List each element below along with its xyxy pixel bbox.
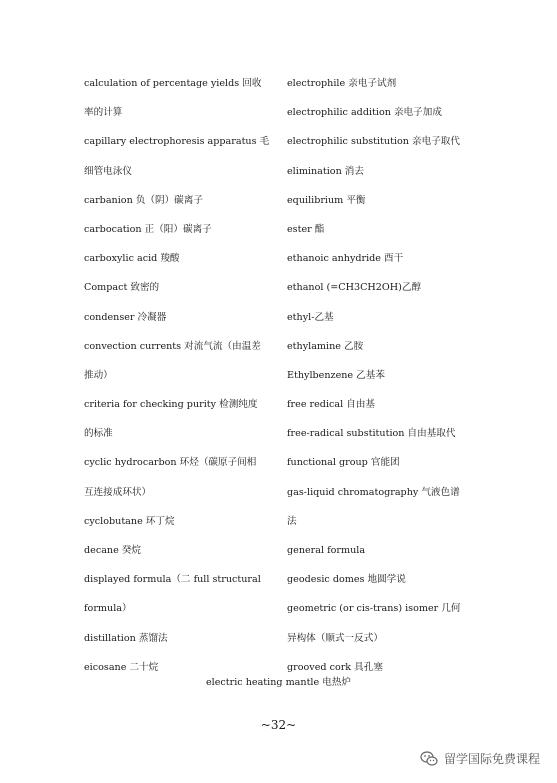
glossary-line: calculation of percentage yields 回收 (84, 78, 262, 89)
glossary-line: 率的计算 (84, 107, 123, 119)
glossary-line: ethylamine 乙胺 (287, 340, 364, 352)
glossary-line: general formula (287, 545, 366, 556)
glossary-line: geometric (or cis-trans) isomer 几何 (287, 603, 461, 615)
watermark-text: 留学国际免费课程 (444, 752, 541, 766)
glossary-line: free-radical substitution 自由基取代 (287, 428, 456, 440)
glossary-line: cyclobutane 环丁烷 (84, 515, 175, 527)
glossary-line: formula） (84, 603, 132, 615)
glossary-line: displayed formula（二 full structural (84, 574, 261, 586)
glossary-line: 异构体（顺式一反式） (287, 632, 383, 644)
glossary-line: gas-liquid chromatography 气液色谱 (287, 486, 460, 498)
glossary-line: criteria for checking purity 检测纯度 (84, 399, 258, 411)
glossary-line: electrophilic substitution 亲电子取代 (287, 136, 460, 148)
glossary-line: equilibrium 平衡 (287, 194, 366, 206)
glossary-line: free redical 自由基 (287, 399, 376, 411)
glossary-line: carbanion 负（阴）碳离子 (84, 194, 203, 206)
glossary-line: distillation 蒸馏法 (84, 632, 168, 644)
glossary-line: ester 酯 (287, 223, 325, 235)
glossary-line: ethyl-乙基 (287, 311, 334, 323)
glossary-line: ethanoic anhydride 酉干 (287, 253, 404, 265)
glossary-line: 推动） (84, 369, 113, 381)
glossary-line: 法 (287, 515, 297, 527)
glossary-line: decane 癸烷 (84, 545, 142, 556)
glossary-line: Ethylbenzene 乙基苯 (287, 369, 385, 381)
glossary-line: functional group 官能团 (287, 457, 400, 469)
glossary-line: carbocation 正（阳）碳离子 (84, 223, 212, 235)
glossary-line: cyclic hydrocarbon 环烃（碳原子间相 (84, 457, 257, 469)
glossary-extra-line: electric heating mantle 电热炉 (205, 677, 352, 688)
glossary-line: convection currents 对流气流（由温差 (84, 340, 261, 352)
glossary-line: capillary electrophoresis apparatus 毛 (84, 136, 270, 148)
glossary-line: 互连接成环状） (84, 486, 152, 498)
glossary-line: eicosane 二十烷 (84, 661, 159, 673)
glossary-line: elimination 消去 (287, 165, 364, 177)
glossary-line: condenser 冷凝器 (84, 311, 167, 323)
glossary-left-column (84, 76, 276, 689)
wechat-icon (420, 751, 438, 767)
glossary-line: 细管电泳仪 (84, 165, 132, 177)
glossary-line: electrophilic addition 亲电子加成 (287, 107, 442, 119)
glossary-right-column (287, 76, 487, 689)
glossary-line: grooved cork 具孔塞 (287, 661, 383, 673)
glossary-line: carboxylic acid 羧酸 (84, 253, 180, 265)
glossary-line: ethanol (=CH3CH2OH)乙醇 (287, 282, 422, 294)
glossary-line: Compact 致密的 (84, 282, 160, 294)
watermark (420, 750, 540, 767)
glossary-line: electrophile 亲电子试剂 (287, 78, 397, 89)
page-number: ~32~ (260, 718, 297, 732)
glossary-line: geodesic domes 地圆学说 (287, 574, 406, 586)
glossary-line: 的标准 (84, 428, 113, 440)
